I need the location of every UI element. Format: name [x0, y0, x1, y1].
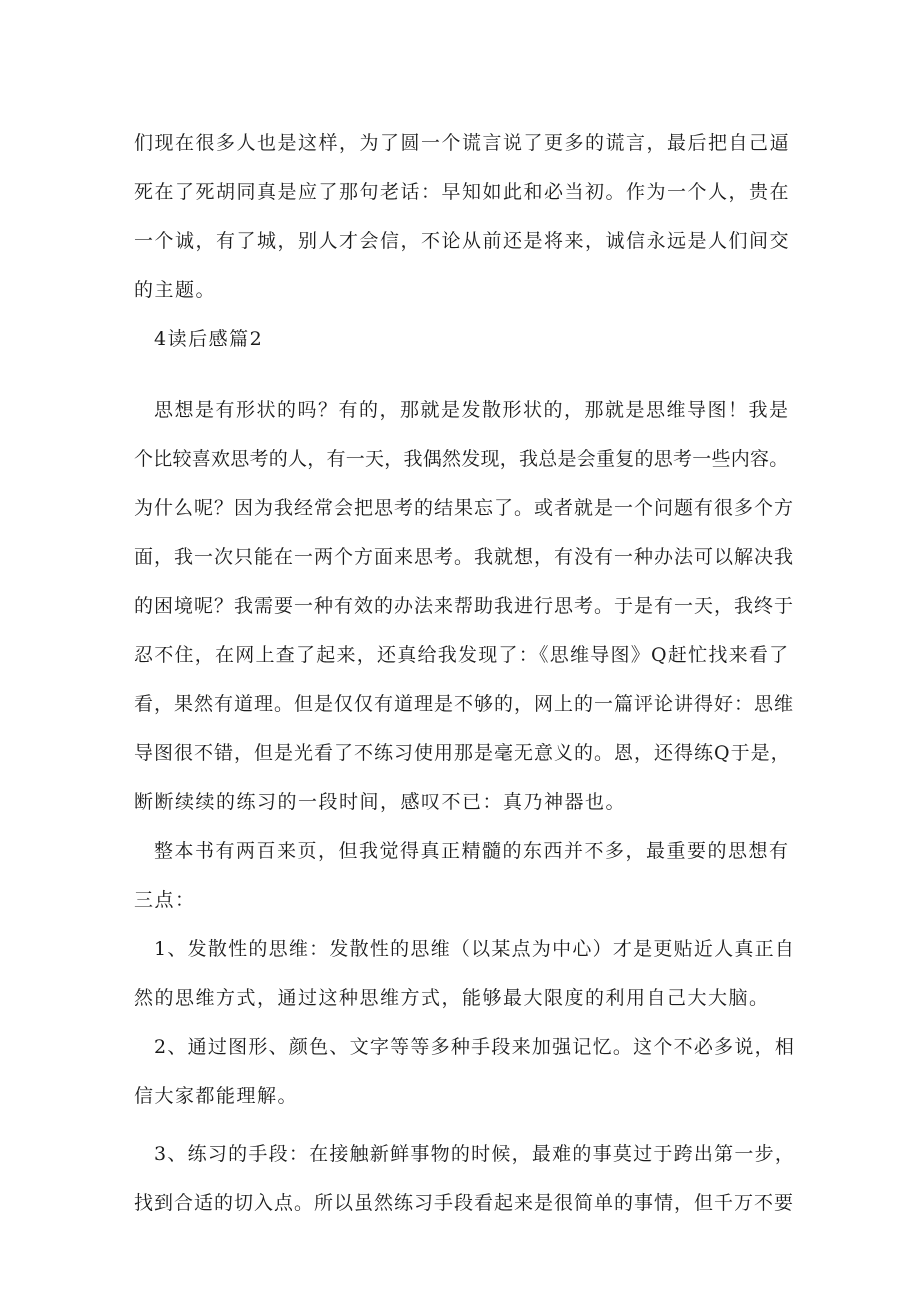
point-2-line-1: 2、通过图形、颜色、文字等等多种手段来加强记忆。这个不必多说，相	[154, 1036, 796, 1058]
paragraph-2-line-4: 面，我一次只能在一两个方面来思考。我就想，有没有一种办法可以解决我	[134, 546, 795, 568]
paragraph-2-line-9: 断断续续的练习的一段时间，感叹不已：真乃神器也。	[134, 791, 627, 813]
paragraph-2-line-1: 思想是有形状的吗？有的，那就是发散形状的，那就是思维导图！我是	[154, 399, 790, 421]
paragraph-2-line-7: 看，果然有道理。但是仅仅有道理是不够的，网上的一篇评论讲得好：思维	[134, 693, 795, 715]
paragraph-1-line-3: 一个诚，有了城，别人才会信，不论从前还是将来，诚信永远是人们间交	[134, 230, 791, 252]
section-heading: 4读后感篇2	[154, 328, 264, 350]
point-3-line-1: 3、练习的手段：在接触新鲜事物的时候，最难的事莫过于跨出第一步，	[154, 1143, 796, 1165]
paragraph-2-line-2: 个比较喜欢思考的人，有一天，我偶然发现，我总是会重复的思考一些内容。	[134, 448, 789, 470]
paragraph-1-line-1: 们现在很多人也是这样，为了圆一个谎言说了更多的谎言，最后把自己逼	[134, 132, 791, 154]
paragraph-3-line-1: 整本书有两百来页，但我觉得真正精髓的东西并不多，最重要的思想有	[154, 840, 790, 862]
paragraph-1-line-4: 的主题。	[134, 279, 217, 301]
point-1-line-2: 然的思维方式，通过这种思维方式，能够最大限度的利用自己大大脑。	[134, 987, 770, 1009]
paragraph-2-line-8: 导图很不错，但是光看了不练习使用那是毫无意义的。恩，还得练Q于是，	[134, 742, 791, 764]
paragraph-2-line-5: 的困境呢？我需要一种有效的办法来帮助我进行思考。于是有一天，我终于	[134, 595, 795, 617]
paragraph-3-line-2: 三点：	[134, 889, 196, 911]
point-3-line-2: 找到合适的切入点。所以虽然练习手段看起来是很简单的事情，但千万不要	[134, 1192, 795, 1214]
paragraph-1-line-2: 死在了死胡同真是应了那句老话：早知如此和必当初。作为一个人，贵在	[134, 181, 791, 203]
point-2-line-2: 信大家都能理解。	[134, 1085, 299, 1107]
paragraph-2-line-3: 为什么呢？因为我经常会把思考的结果忘了。或者就是一个问题有很多个方	[134, 497, 795, 519]
paragraph-2-line-6: 忍不住，在网上查了起来，还真给我发现了：《思维导图》Q赶忙找来看了	[134, 644, 790, 666]
point-1-line-1: 1、发散性的思维：发散性的思维（以某点为中心）才是更贴近人真正自	[154, 938, 796, 960]
